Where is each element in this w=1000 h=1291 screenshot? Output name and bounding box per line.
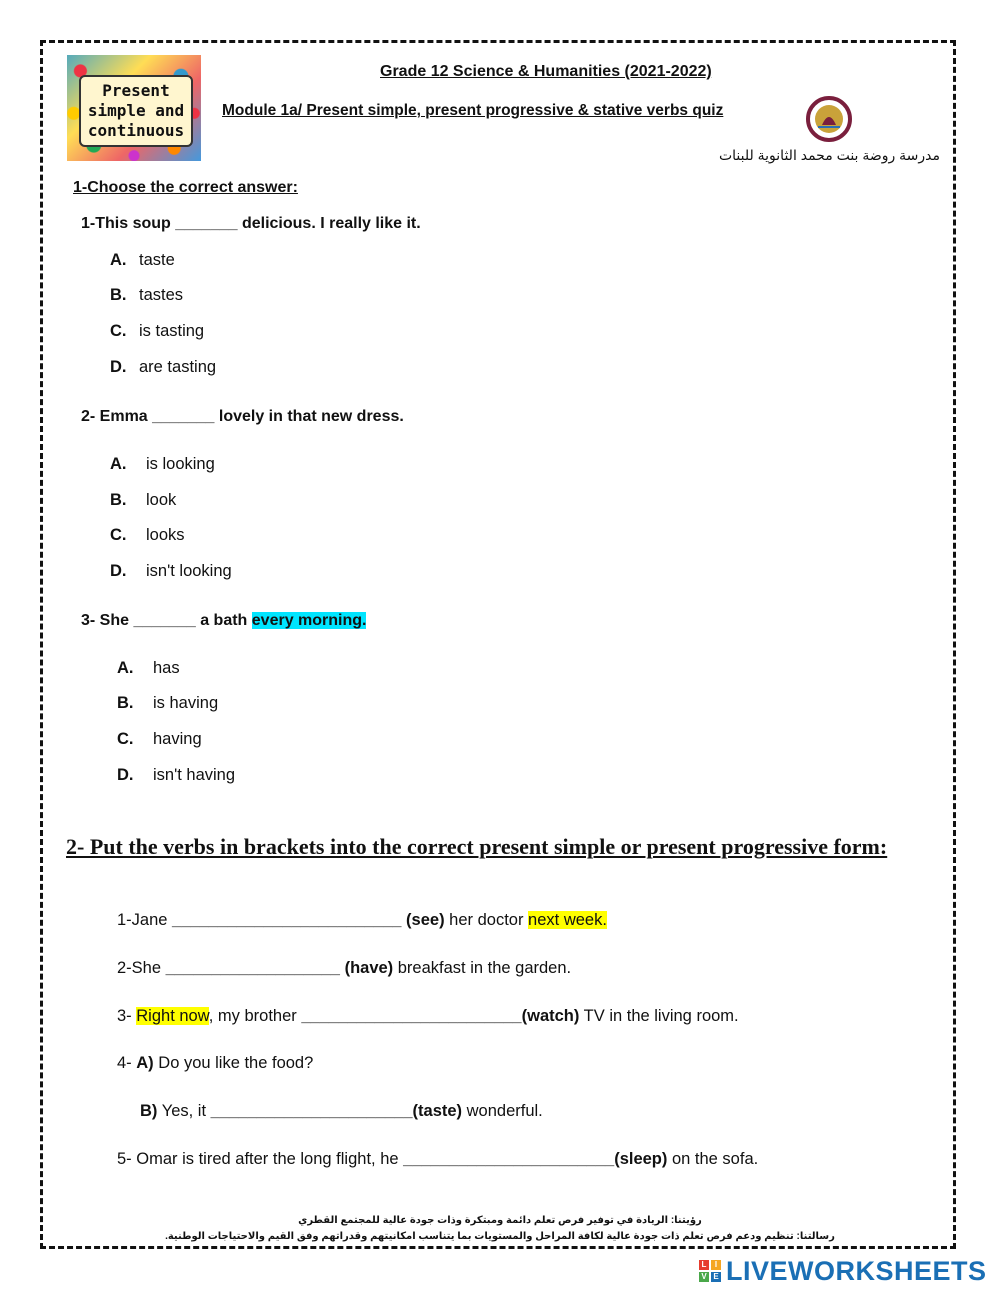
school-vision: رؤيتنا: الريادة في توفير فرص تعلم دائمة ومبتكرة وذات جودة عالية للمجتمع القطري <box>298 1215 702 1226</box>
present-simple-logo <box>67 55 201 161</box>
fill-item-5: 5- Omar is tired after the long flight, he _______________________(sleep) on the sofa. <box>117 1150 759 1168</box>
highlight-next-week: next week. <box>528 911 607 929</box>
fill-item-1: 1-Jane _________________________ (see) her doctor next week. <box>117 911 607 929</box>
school-name: مدرسة روضة بنت محمد الثانوية للبنات <box>718 147 940 163</box>
fill-blank-5[interactable]: _______________________ <box>403 1150 615 1168</box>
q3-option-a[interactable]: A. has <box>117 659 180 677</box>
module-title: Module 1a/ Present simple, present progressive & stative verbs quiz <box>222 102 724 119</box>
section-2-heading: 2- Put the verbs in brackets into the correct present simple or present progressive form: <box>66 834 888 859</box>
liveworksheets-logo-icon: L I V E <box>698 1259 722 1283</box>
state-of-qatar-emblem-icon <box>802 95 856 143</box>
fill-item-4a: 4- A) Do you like the food? <box>117 1054 314 1072</box>
q3-option-c[interactable]: C. having <box>117 730 202 748</box>
school-mission: رسالتنا: تنظيم ودعم فرص تعلم ذات جودة عالية لكافة المراحل والمستويات بما يتناسب امكانيتهم وقدراتهم وفق القيم والاحتياجات الوطنية. <box>165 1231 835 1242</box>
q2-option-d[interactable]: D. isn't looking <box>110 562 232 580</box>
q3-option-d[interactable]: D. isn't having <box>117 766 236 784</box>
highlight-every-morning: every morning. <box>251 612 367 629</box>
liveworksheets-wordmark: LIVEWORKSHEETS <box>726 1255 987 1286</box>
q2-option-a[interactable]: A. is looking <box>110 455 215 473</box>
fill-blank-2[interactable]: ___________________ <box>165 959 340 977</box>
logo-line-1: Present <box>102 81 170 100</box>
fill-blank-3[interactable]: ________________________ <box>301 1007 522 1025</box>
q1-option-a[interactable]: A. taste <box>110 251 175 269</box>
section-1-heading: 1-Choose the correct answer: <box>73 179 298 196</box>
logo-line-3: continuous <box>87 121 185 140</box>
q1-option-b[interactable]: B. tastes <box>110 286 184 304</box>
q3-option-b[interactable]: B. is having <box>117 694 219 712</box>
liveworksheets-brand[interactable] <box>698 1257 987 1285</box>
fill-blank-1[interactable]: _________________________ <box>172 911 402 929</box>
worksheet-title: Grade 12 Science & Humanities (2021-2022) <box>380 63 712 80</box>
question-2: 2- Emma _______ lovely in that new dress. <box>81 408 404 425</box>
fill-item-4b: B) Yes, it ______________________(taste) wonderful. <box>140 1102 543 1120</box>
q2-option-c[interactable]: C. looks <box>110 526 185 544</box>
fill-item-2: 2-She ___________________ (have) breakfast in the garden. <box>117 959 572 977</box>
logo-line-2: simple and <box>87 101 185 120</box>
question-1: 1-This soup _______ delicious. I really like it. <box>81 215 421 232</box>
q2-option-b[interactable]: B. look <box>110 491 177 509</box>
q1-option-d[interactable]: D. are tasting <box>110 358 217 376</box>
highlight-right-now: Right now <box>136 1007 209 1025</box>
fill-blank-4[interactable]: ______________________ <box>210 1102 413 1120</box>
fill-item-3: 3- Right now, my brother ________________________(watch) TV in the living room. <box>117 1007 739 1025</box>
question-3: 3- She _______ a bath every morning. <box>81 612 367 629</box>
q1-option-c[interactable]: C. is tasting <box>110 322 205 340</box>
logo-label <box>79 75 193 147</box>
